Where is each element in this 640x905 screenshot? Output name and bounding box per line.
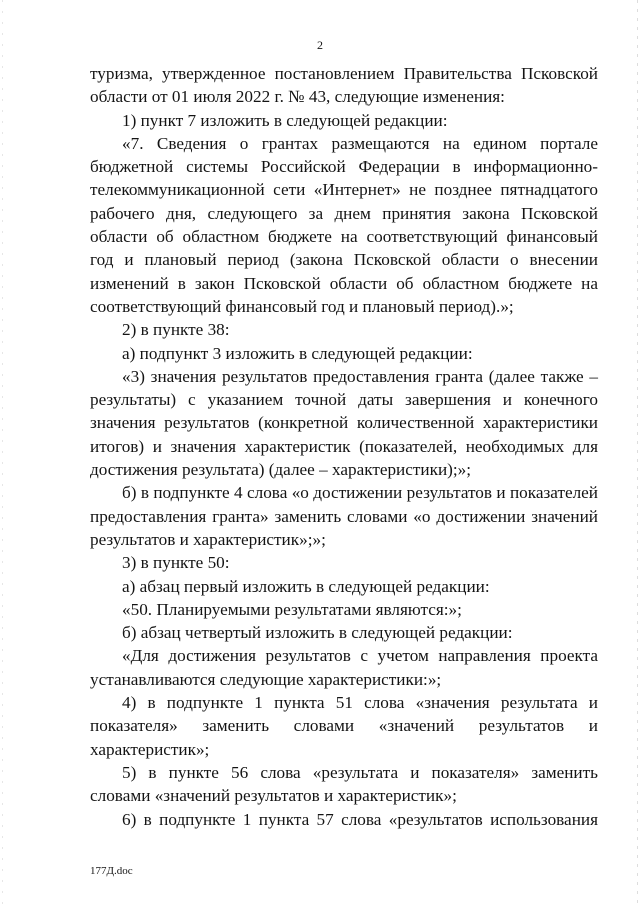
paragraph-item-2: 2) в пункте 38:	[122, 320, 230, 340]
paragraph-quote-characteristics: «Для достижения результатов с учетом направления проекта устанавливаются следующие характеристики:»;	[90, 646, 598, 689]
scan-edge-left	[2, 0, 3, 905]
paragraph-continuation: туризма, утвержденное постановлением Правительства Псковской области от 01 июля 2022 г. № 43, следующие изменения:	[90, 64, 598, 107]
paragraph-quote-50: «50. Планируемыми результатами являются:»;	[122, 599, 462, 619]
paragraph-subitem-a-2: а) абзац первый изложить в следующей редакции:	[122, 576, 490, 596]
scan-edge-right	[637, 0, 638, 905]
paragraph-item-1: 1) пункт 7 изложить в следующей редакции:	[122, 110, 448, 130]
paragraph-item-3: 3) в пункте 50:	[122, 553, 230, 573]
document-body	[90, 62, 598, 831]
paragraph-subitem-b-2: б) абзац четвертый изложить в следующей редакции:	[122, 623, 513, 643]
paragraph-subitem-a: а) подпункт 3 изложить в следующей редакции:	[122, 343, 473, 363]
paragraph-quote-7: «7. Сведения о грантах размещаются на едином портале бюджетной системы Российской Федерации в информационно-телекоммуникационной сети «Интернет» не позднее пятнадцатого рабочего дня, следующего за днем принятия закона Псковской области об областном бюджете на соответствующий финансовый год и плановый период (закона Псковской области о внесении изменений в закон Псковской области об областном бюджете на соответствующий финансовый год и плановый период).»;	[90, 133, 598, 316]
paragraph-subitem-b: б) в подпункте 4 слова «о достижении результатов и показателей предоставления гранта» заменить словами «о достижении значений результатов и характеристик»;»;	[90, 483, 598, 549]
page-number: 2	[317, 38, 323, 52]
file-name-footer: 177Д.doc	[90, 865, 133, 877]
paragraph-quote-3: «3) значения результатов предоставления гранта (далее также – результаты) с указанием точной даты завершения и конечного значения результатов (конкретной количественной характеристики итогов) и значения характеристик (показателей, необходимых для достижения результата) (далее – характеристики);»;	[90, 366, 598, 480]
paragraph-item-6: 6) в подпункте 1 пункта 57 слова «результатов использования	[122, 809, 598, 829]
paragraph-item-5: 5) в пункте 56 слова «результата и показателя» заменить словами «значений результатов и характеристик»;	[90, 762, 598, 806]
paragraph-item-4: 4) в подпункте 1 пункта 51 слова «значения результата и показателя» заменить словами «значений результатов и характеристик»;	[90, 693, 598, 759]
